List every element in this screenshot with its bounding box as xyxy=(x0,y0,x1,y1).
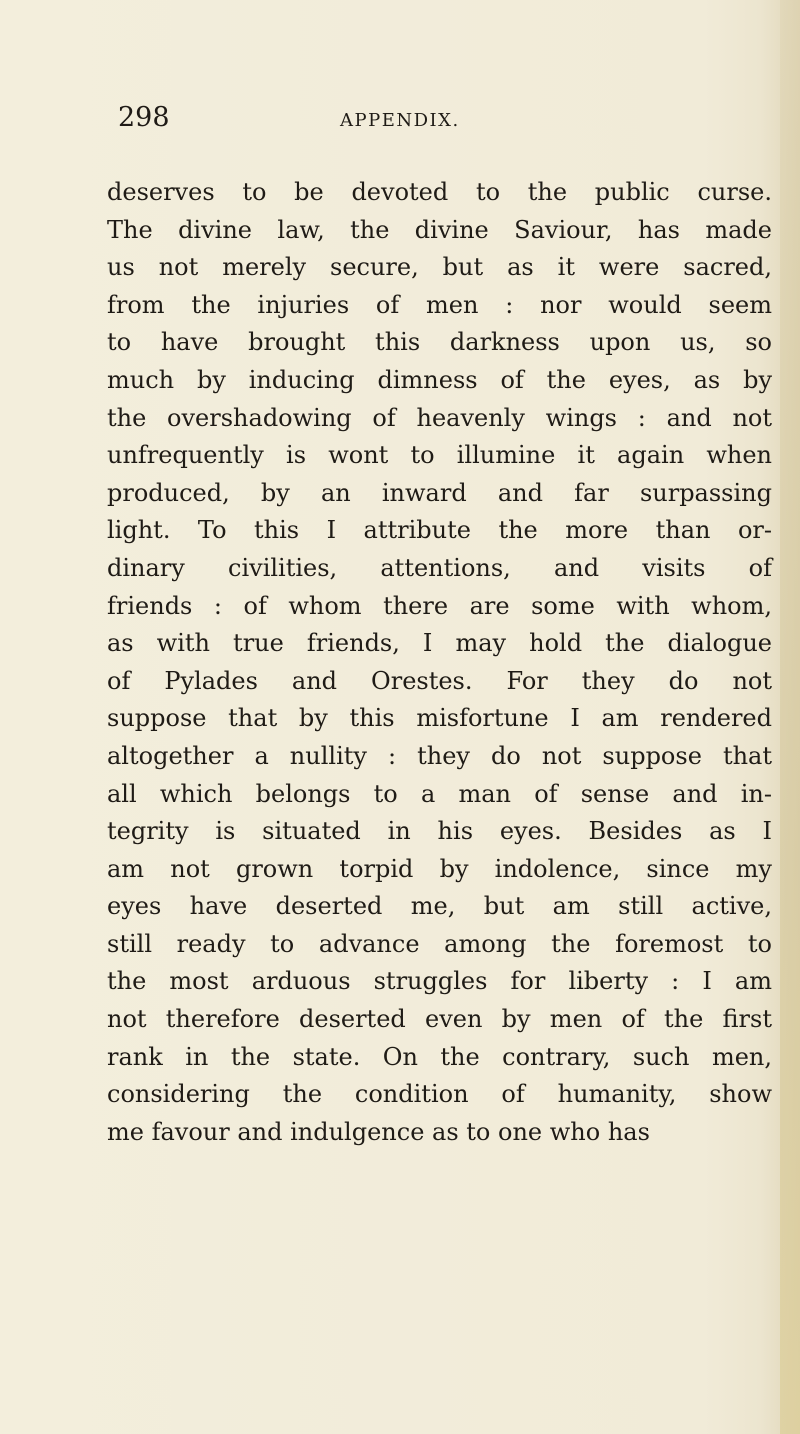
text-line: us not merely secure, but as it were sacred, xyxy=(107,253,772,282)
text-line: considering the condition of humanity, show xyxy=(107,1080,772,1109)
text-line: much by inducing dimness of the eyes, as by xyxy=(107,365,772,394)
text-line: all which belongs to a man of sense and in- xyxy=(107,779,772,808)
text-line: unfrequently is wont to illumine it again when xyxy=(107,441,772,470)
text-line: light. To this I attribute the more than or- xyxy=(107,516,772,545)
text-line: not therefore deserted even by men of the first xyxy=(107,1005,772,1034)
text-line: friends : of whom there are some with whom, xyxy=(107,591,772,620)
text-line: The divine law, the divine Saviour, has made xyxy=(107,215,772,244)
text-line: of Pylades and Orestes. For they do not xyxy=(107,666,772,695)
text-line: am not grown torpid by indolence, since my xyxy=(107,854,772,883)
page-edge-stain xyxy=(780,0,800,1434)
text-line: as with true friends, I may hold the dialogue xyxy=(107,629,772,658)
text-line: deserves to be devoted to the public curse. xyxy=(107,178,772,206)
text-line: tegrity is situated in his eyes. Besides as I xyxy=(107,817,772,846)
text-line: suppose that by this misfortune I am rendered xyxy=(107,704,772,733)
text-line: the overshadowing of heavenly wings : and not xyxy=(107,403,772,432)
text-line: me favour and indulgence as to one who has xyxy=(107,1117,650,1146)
text-line: rank in the state. On the contrary, such men, xyxy=(107,1042,772,1071)
text-line: eyes have deserted me, but am still active, xyxy=(107,892,772,921)
text-line: still ready to advance among the foremost to xyxy=(107,929,772,958)
text-line: dinary civilities, attentions, and visits of xyxy=(107,553,772,582)
body-text xyxy=(107,174,772,1151)
text-line: the most arduous struggles for liberty : I am xyxy=(107,967,772,996)
text-line: produced, by an inward and far surpassing xyxy=(107,478,772,507)
page-number: 298 xyxy=(118,102,170,133)
text-line: from the injuries of men : nor would seem xyxy=(107,290,772,319)
running-head: APPENDIX. xyxy=(340,110,460,131)
text-line: to have brought this darkness upon us, so xyxy=(107,328,772,357)
text-line: altogether a nullity : they do not suppose that xyxy=(107,741,772,770)
